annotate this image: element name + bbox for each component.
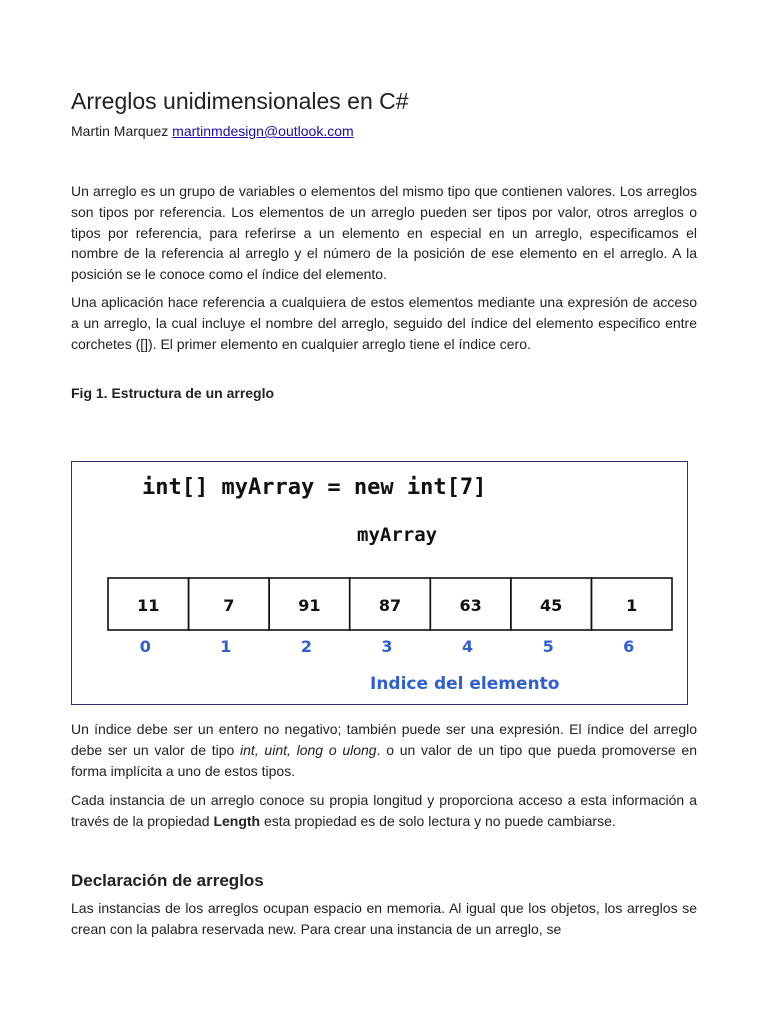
array-index-label: 2	[300, 637, 312, 656]
paragraph-declaration: Las instancias de los arreglos ocupan espacio en memoria. Al igual que los objetos, los arreglos se crean con la palabra reservada new. Para crear una instancia de un arreglo, se	[71, 900, 697, 937]
author-email-link[interactable]: martinmdesign@outlook.com	[172, 123, 354, 139]
array-cell-value: 7	[223, 596, 235, 615]
paragraph-length	[71, 790, 697, 832]
paragraph-intro: Un arreglo es un grupo de variables o elementos del mismo tipo que contienen valores. Los arreglos son tipos por referencia. Los elementos de un arreglo pueden ser tipos por valor, otros arreglos o tipos por referencia, para referirse a un elemento en especial en un arreglo, especificamos el nombre de la referencia al arreglo y el número de la posición de ese elemento en el arreglo. A la posición se le conoce como el índice del elemento.	[71, 183, 697, 283]
section-heading-declaracion: Declaración de arreglos	[71, 871, 264, 890]
index-caption: Indice del elemento	[370, 674, 560, 694]
array-cell-value: 1	[626, 596, 638, 615]
figure-caption: Fig 1. Estructura de un arreglo	[71, 385, 275, 401]
array-name-label: myArray	[357, 524, 438, 546]
code-declaration: int[] myArray = new int[7]	[142, 475, 487, 500]
author-line	[71, 123, 354, 139]
array-indices	[140, 637, 635, 656]
array-cells	[108, 578, 672, 630]
array-cell-value: 91	[298, 596, 321, 615]
paragraph-access: Una aplicación hace referencia a cualquiera de estos elementos mediante una expresión de acceso a un arreglo, la cual incluye el nombre del arreglo, seguido del índice del elemento especifico entre corchetes ([]). El primer elemento en cualquier arreglo tiene el índice cero.	[71, 294, 697, 352]
array-cell-value: 11	[137, 596, 160, 615]
array-index-label: 0	[139, 637, 151, 656]
array-cell-value: 45	[540, 596, 563, 615]
array-index-label: 5	[542, 637, 554, 656]
page-title: Arreglos unidimensionales en C#	[71, 88, 409, 114]
array-index-label: 1	[220, 637, 232, 656]
paragraph-length-text-a: Cada instancia de un arreglo conoce su propia longitud y proporciona acceso a esta información a través de la propiedad	[71, 792, 697, 829]
array-index-label: 6	[623, 637, 635, 656]
array-structure-figure	[71, 461, 688, 705]
length-property: Length	[213, 812, 261, 829]
array-diagram	[72, 462, 689, 706]
array-cell-value: 87	[378, 596, 402, 615]
author-name: Martin Marquez	[71, 123, 169, 139]
paragraph-index-text-a: Un índice debe ser un entero no negativo; también puede ser una expresión. El índice del arreglo debe ser un valor de tipo	[71, 721, 697, 758]
index-types: int, uint, long o ulong	[240, 741, 377, 758]
paragraph-index	[71, 719, 697, 781]
paragraph-index-text-b: . o un valor de un tipo que pueda promoverse en forma implícita a uno de estos tipos.	[71, 741, 697, 779]
array-cell-value: 63	[459, 596, 482, 615]
array-index-label: 3	[381, 637, 393, 656]
array-index-label: 4	[462, 637, 474, 656]
paragraph-length-text-b: esta propiedad es de solo lectura y no puede cambiarse.	[260, 812, 616, 829]
